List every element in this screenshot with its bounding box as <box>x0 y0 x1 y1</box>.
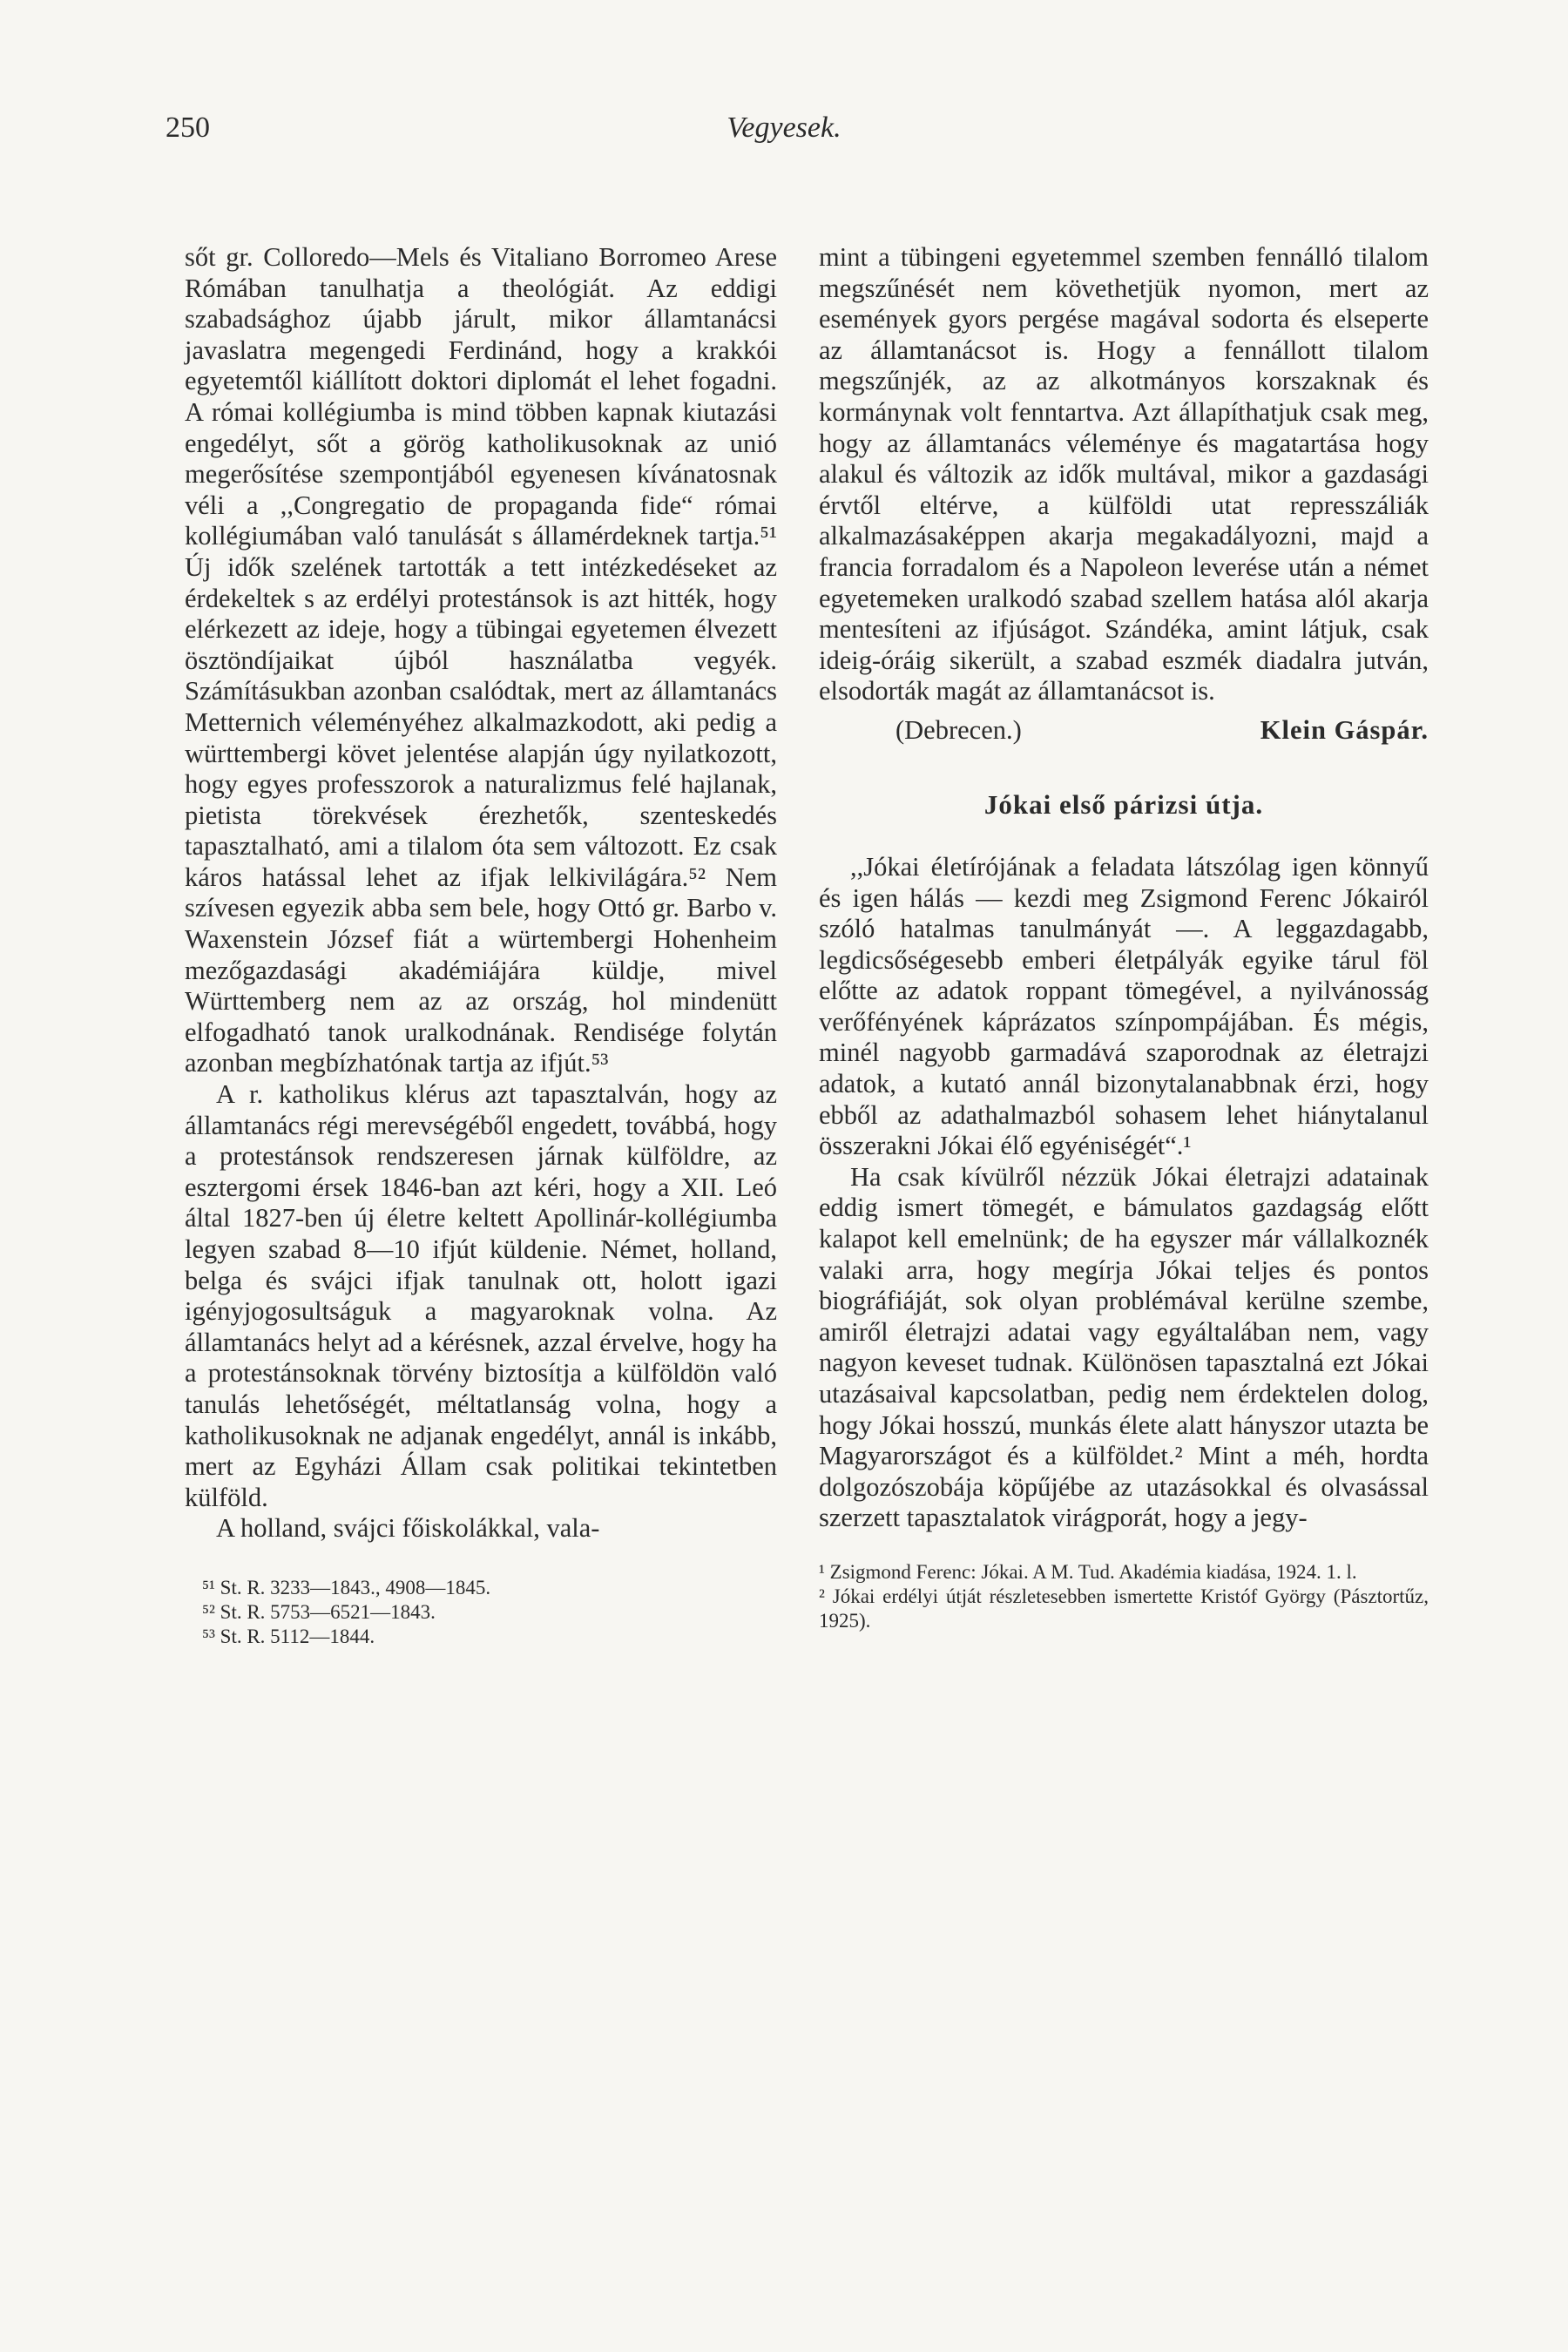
section-paragraph-2: Ha csak kívülről nézzük Jókai életrajzi adatainak eddig ismert tömegét, e bámulatos gazdagság előtt kalapot kell emelnünk; de ha egyszer már vállalkoznék valaki arra, hogy megírja Jókai teljes és pontos biográfiáját, sok olyan problémával kerülne szembe, amiről életrajzi adatai vagy egyáltalában nem, vagy nagyon keveset tudnak. Különösen tapasztalná ezt Jókai utazásaival kapcsolatban, pedig nem érdektelen dolog, hogy Jókai hosszú, munkás élete alatt hányszor utazta be Magyarországot és a külföldet.² Mint a méh, hordta dolgozószobája köpűjébe az utazásokkal és olvasással szerzett tapasztalatok virágporát, hogy a jegy- <box>819 1161 1429 1533</box>
footnote-51: ⁵¹ St. R. 3233—1843., 4908—1845. <box>202 1576 491 1598</box>
left-paragraph-1: sőt gr. Colloredo—Mels és Vitaliano Borromeo Arese Rómában tanulhatja a theológiát. Az eddigi szabadsághoz újabb járult, mikor államtanácsi javaslatra megengedi Ferdinánd, hogy a krakkói egyetemtől kiállított doktori diplomát el lehet fogadni. A római kollégiumba is mind többen kapnak kiutazási engedélyt, sőt a görög katholikusoknak az unió megerősítése szempontjából egyenesen kívánatosnak véli a ,,Congregatio de propaganda fide“ római kollégiumában való tanulását s államérdeknek tartja.⁵¹ Új idők szelének tartották a tett intézkedéseket az érdekeltek s az erdélyi protestánsok is azt hitték, hogy elérkezett az ideje, hogy a tübingai egyetemen élvezett ösztöndíjaikat újból használatba vegyék. Számításukban azonban csalódtak, mert az államtanács Metternich véleményéhez alkalmazkodott, aki pedig a württembergi követ jelentése alapján úgy nyilatkozott, hogy egyes professzorok a naturalizmus felé hajlanak, pietista törekvések érezhetők, szenteskedés tapasztalható, ami a tilalom óta sem változott. Ez csak káros hatással lehet az ifjak lelkivilágára.⁵² Nem szívesen egyezik abba sem bele, hogy Ottó gr. Barbo v. Waxenstein József fiát a würtembergi Hohenheim mezőgazdasági akadémiájára küldje, mivel Württemberg nem az az ország, hol mindenütt elfogadható tanok uralkodnának. Rendisége folytán azonban megbízhatónak tartja az ifjút.⁵³ <box>185 242 777 1078</box>
left-paragraph-3: A holland, svájci főiskolákkal, vala- <box>216 1513 600 1544</box>
footnote-2: ² Jókai erdélyi útját részletesebben ismertette Kristóf György (Pásztortűz, 1925). <box>819 1585 1429 1632</box>
signature <box>819 714 1429 746</box>
page-header <box>166 112 1402 164</box>
running-title: Vegyesek. <box>727 112 841 144</box>
left-column <box>185 242 777 1649</box>
signature-author: Klein Gáspár. <box>1260 714 1429 745</box>
left-paragraph-2: A r. katholikus klérus azt tapasztalván, hogy az államtanács régi merevségéből engedett, továbbá, hogy a protestánsok rendszeresen járnak külföldre, az esztergomi érsek 1846-ban azt kéri, hogy a XII. Leó által 1827-ben új életre keltett Apollinár-kollégiumba legyen szabad 8—10 ifjút küldenie. Német, holland, belga és svájci ifjak tanulnak ott, holott igazi igényjogosultságuk a magyaroknak volna. Az államtanács helyt ad a kérésnek, azzal érvelve, hogy ha a protestánsoknak törvény biztosítja a külföldön való tanulás lehetőségét, méltatlanság volna, hogy a katholikusoknak ne adjanak engedélyt, annál is inkább, mert az Egyházi Állam csak politikai tekintetben külföld. <box>185 1079 777 1512</box>
page-number: 250 <box>166 112 210 144</box>
footnote-53: ⁵³ St. R. 5112—1844. <box>202 1625 375 1647</box>
footnote-1: ¹ Zsigmond Ferenc: Jókai. A M. Tud. Akadémia kiadása, 1924. 1. l. <box>819 1560 1357 1583</box>
signature-place: (Debrecen.) <box>896 714 1022 745</box>
section-paragraph-1: ,,Jókai életírójának a feladata látszólag igen könnyű és igen hálás — kezdi meg Zsigmond Ferenc Jókairól szóló hatalmas tanulmányát —. A leggazdagabb, legdicsőségesebb emberi életpályák egyike tárul föl előtte az adatok roppant tömegével, a nyilvánosság verőfényének káprázatos színpompájában. És mégis, minél nagyobb garmadává szaporodnak az életrajzi adatok, a kutató annál bizonytalanabbnak érzi, hogy ebből az adathalmazból sohasem lehet hiánytalanul összerakni Jókai élő egyéniségét“.¹ <box>819 851 1429 1161</box>
footnote-separator <box>185 1544 777 1576</box>
footnote-52: ⁵² St. R. 5753—6521—1843. <box>202 1600 436 1623</box>
right-column <box>819 242 1429 1633</box>
right-paragraph-1: mint a tübingeni egyetemmel szemben fennálló tilalom megszűnését nem követhetjük nyomon, mert az események gyors pergése magával sodorta és elseperte az államtanácsot is. Hogy a fennállott tilalom megszűnjék, az az alkotmányos korszaknak és kormánynak volt fenntartva. Azt állapíthatjuk csak meg, hogy az államtanács véleménye és magatartása hogy alakul és változik az idők multával, mikor a gazdasági érvtől eltérve, a külföldi utat represszáliák alkalmazásaképpen akarja megakadályozni, majd a francia forradalom és a Napoleon leverése után a német egyetemeken uralkodó szabad szellem hatása alól akarja mentesíteni az ifjúságot. Szándéka, amint látjuk, csak ideig-óráig sikerült, a szabad eszmék diadalra jutván, elsodorták magát az államtanácsot is. <box>819 242 1429 706</box>
section-title: Jókai első párizsi útja. <box>983 788 1264 820</box>
